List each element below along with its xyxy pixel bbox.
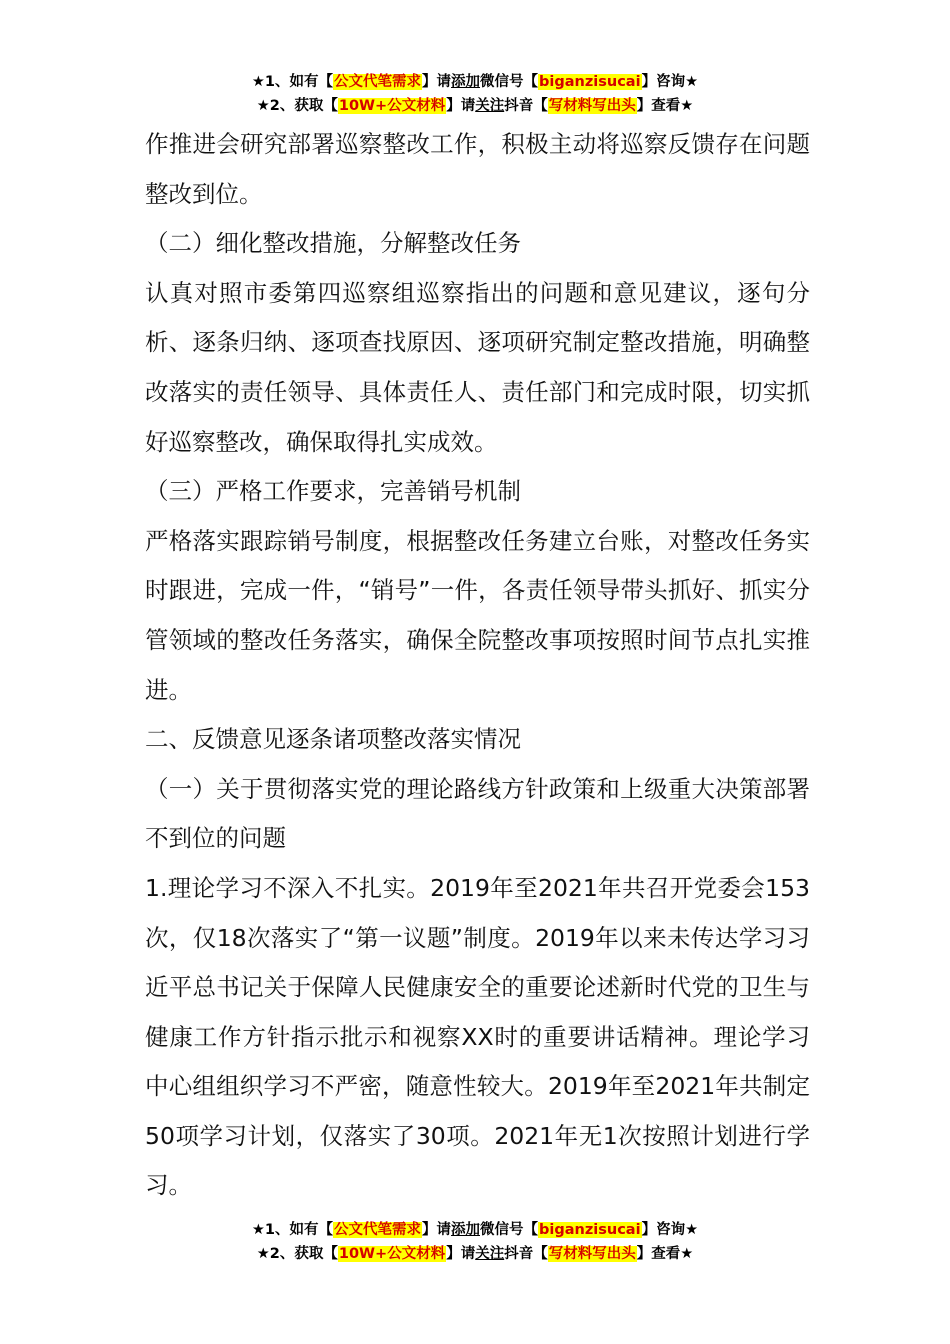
banner-text: ★1、如有【: [251, 1222, 334, 1238]
banner-text: 】查看★: [636, 1246, 694, 1262]
banner-text: ★1、如有【: [251, 74, 334, 90]
section-heading: （一）关于贯彻落实党的理论路线方针政策和上级重大决策部署不到位的问题: [145, 774, 810, 853]
banner-text: ★2、获取【: [256, 1246, 338, 1262]
banner-highlight: biganzisucai: [539, 1222, 641, 1238]
banner-text: 】请: [446, 98, 476, 114]
banner-line-1: [0, 1218, 950, 1242]
banner-highlight: 10W+公文材料: [338, 1246, 446, 1262]
banner-highlight: 公文代笔需求: [334, 74, 422, 90]
banner-highlight: 写材料写出头: [548, 1246, 636, 1262]
banner-text: 】请: [422, 1222, 452, 1238]
banner-highlight: biganzisucai: [539, 74, 641, 90]
banner-text: 抖音【: [504, 98, 548, 114]
paragraph: 1.理论学习不深入不扎实。2019年至2021年共召开党委会153次，仅18次落实了“第一议题”制度。2019年以来未传达学习习近平总书记关于保障人民健康安全的重要论述新时代党的卫生与健康工作方针指示批示和视察XX时的重要讲话精神。理论学习中心组组织学习不严密，随意性较大。2019年至2021年共制定50项学习计划，仅落实了30项。2021年无1次按照计划进行学习。: [145, 873, 810, 1200]
banner-line-2: [0, 94, 950, 118]
section-heading: （三）严格工作要求，完善销号机制: [145, 477, 521, 506]
banner-highlight: 10W+公文材料: [338, 98, 446, 114]
paragraph: 认真对照市委第四巡察组巡察指出的问题和意见建议，逐句分析、逐条归纳、逐项查找原因、逐项研究制定整改措施，明确整改落实的责任领导、具体责任人、责任部门和完成时限，切实抓好巡察整改，确保取得扎实成效。: [145, 278, 810, 456]
banner-highlight: 写材料写出头: [548, 98, 636, 114]
header-banner: [0, 70, 950, 118]
paragraph: 作推进会研究部署巡察整改工作，积极主动将巡察反馈存在问题整改到位。: [145, 130, 810, 208]
banner-text: 微信号【: [480, 74, 539, 90]
section-heading: 二、反馈意见逐条诸项整改落实情况: [145, 725, 521, 754]
banner-text: 抖音【: [504, 1246, 548, 1262]
document-body: [145, 120, 810, 1211]
banner-underlined-text: 关注: [475, 98, 505, 114]
banner-text: 】请: [422, 74, 452, 90]
banner-text: 】咨询★: [641, 74, 699, 90]
footer-banner: [0, 1218, 950, 1266]
paragraph: 严格落实跟踪销号制度，根据整改任务建立台账，对整改任务实时跟进，完成一件，“销号”一件，各责任领导带头抓好、抓实分管领域的整改任务落实，确保全院整改事项按照时间节点扎实推进。: [145, 526, 810, 704]
banner-highlight: 公文代笔需求: [334, 1222, 422, 1238]
banner-text: 微信号【: [480, 1222, 539, 1238]
banner-line-1: [0, 70, 950, 94]
banner-text: ★2、获取【: [256, 98, 338, 114]
banner-text: 】查看★: [636, 98, 694, 114]
banner-underlined-text: 关注: [475, 1246, 505, 1262]
banner-underlined-text: 添加: [451, 1222, 481, 1238]
banner-text: 】请: [446, 1246, 476, 1262]
banner-text: 】咨询★: [641, 1222, 699, 1238]
banner-underlined-text: 添加: [451, 74, 481, 90]
section-heading: （二）细化整改措施，分解整改任务: [145, 229, 521, 258]
banner-line-2: [0, 1242, 950, 1266]
